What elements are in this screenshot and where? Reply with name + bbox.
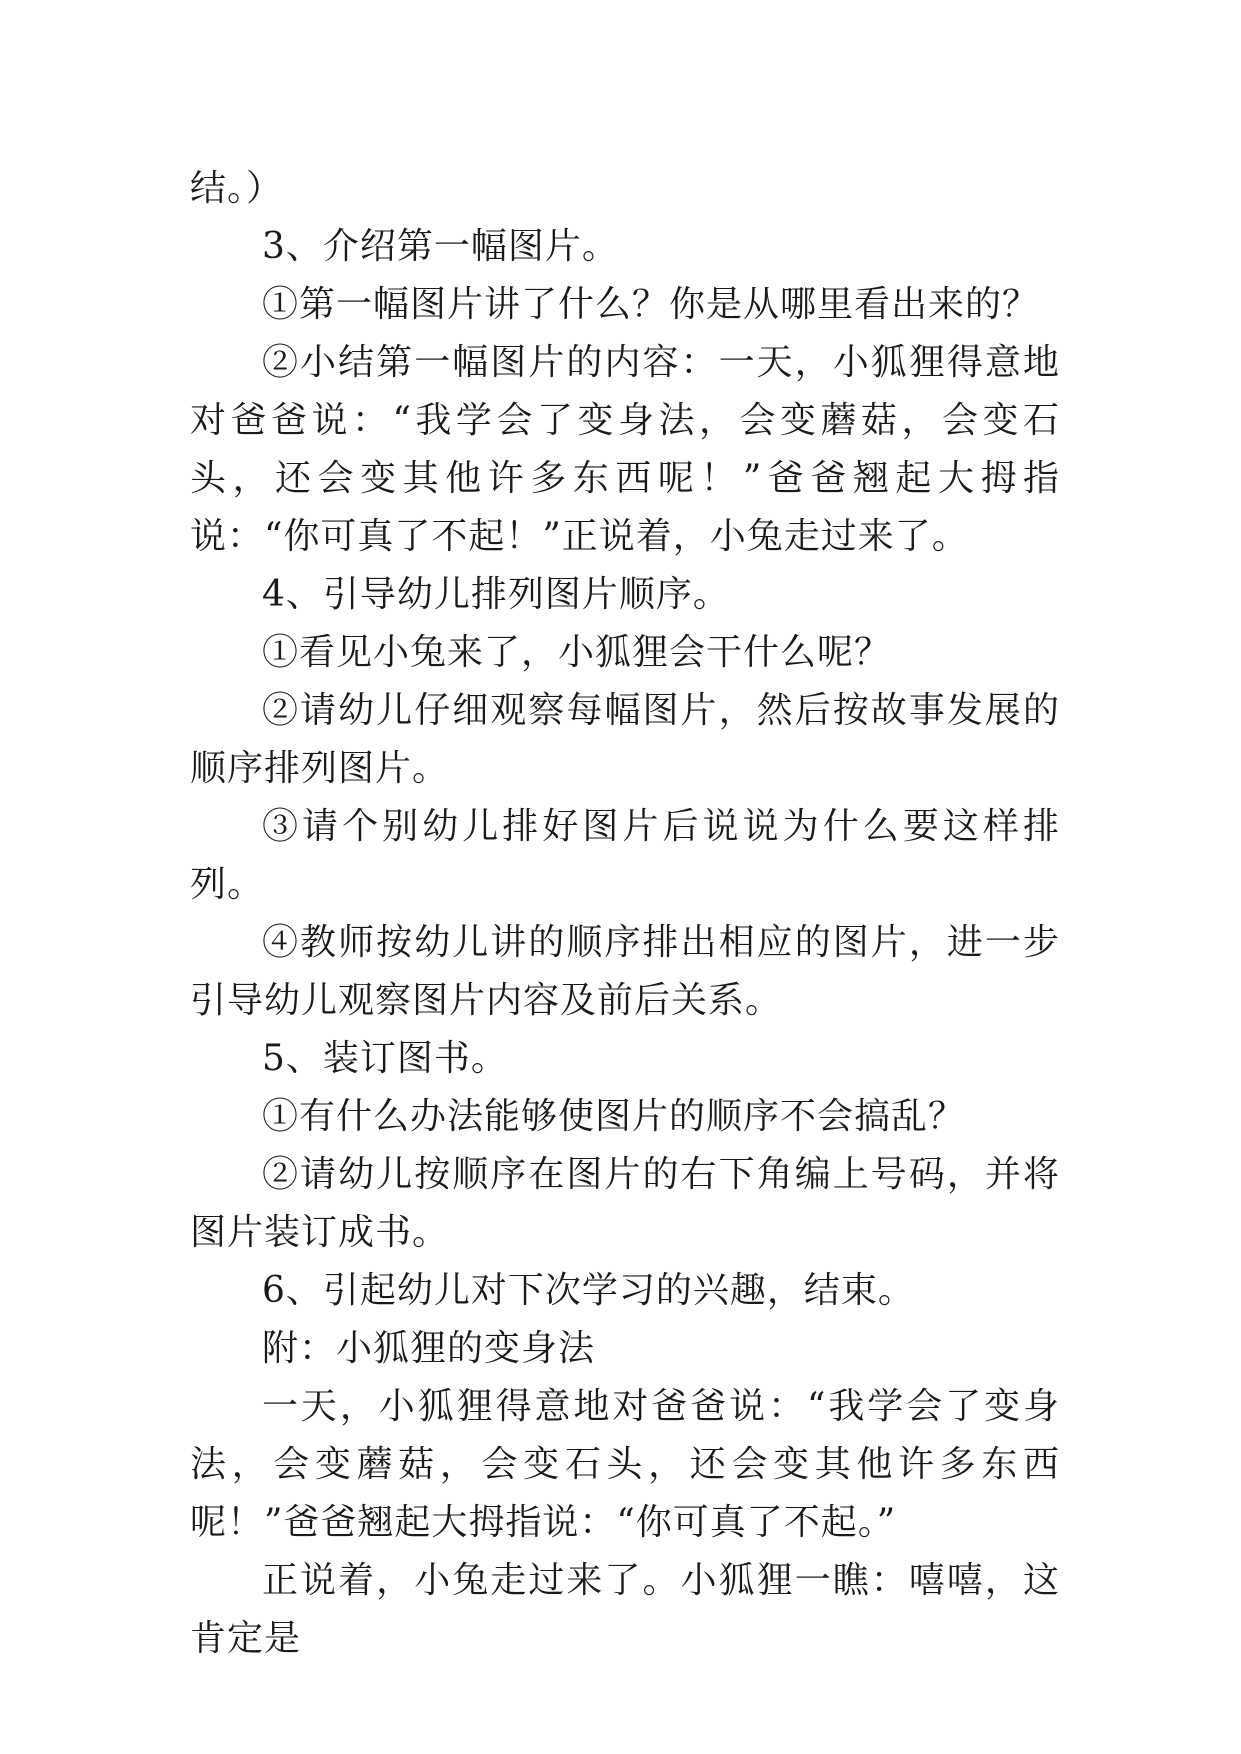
list-item-5-2: ②请幼儿按顺序在图片的右下角编上号码，并将图片装订成书。	[190, 1154, 1060, 1253]
list-item-4-3: ③请个别幼儿排好图片后说说为什么要这样排列。	[190, 806, 1060, 905]
appendix-title: 附：小狐狸的变身法	[262, 1328, 596, 1369]
list-item-4-1: ①看见小兔来了，小狐狸会干什么呢？	[262, 632, 892, 673]
paragraph-continuation: 结。）	[190, 168, 284, 209]
list-item-5-1: ①有什么办法能够使图片的顺序不会搞乱？	[262, 1096, 966, 1137]
list-item-3-1: ①第一幅图片讲了什么？你是从哪里看出来的？	[262, 284, 1040, 325]
section-heading-4: 4、引导幼儿排列图片顺序。	[262, 574, 730, 615]
section-heading-3: 3、介绍第一幅图片。	[262, 226, 619, 267]
story-paragraph-2: 正说着，小兔走过来了。小狐狸一瞧：嘻嘻，这肯定是	[190, 1560, 1060, 1659]
list-item-4-4: ④教师按幼儿讲的顺序排出相应的图片，进一步引导幼儿观察图片内容及前后关系。	[190, 922, 1060, 1021]
section-heading-6: 6、引起幼儿对下次学习的兴趣，结束。	[262, 1270, 915, 1311]
list-item-4-2: ②请幼儿仔细观察每幅图片，然后按故事发展的顺序排列图片。	[190, 690, 1060, 789]
document-body	[190, 160, 1060, 1668]
list-item-3-2: ②小结第一幅图片的内容：一天，小狐狸得意地对爸爸说：“我学会了变身法，会变蘑菇，会变石头，还会变其他许多东西呢！”爸爸翘起大拇指说：“你可真了不起！”正说着，小兔走过来了。	[190, 342, 1060, 557]
story-paragraph-1: 一天，小狐狸得意地对爸爸说：“我学会了变身法，会变蘑菇，会变石头，还会变其他许多东西呢！”爸爸翘起大拇指说：“你可真了不起。”	[190, 1386, 1060, 1543]
section-heading-5: 5、装订图书。	[262, 1038, 508, 1079]
